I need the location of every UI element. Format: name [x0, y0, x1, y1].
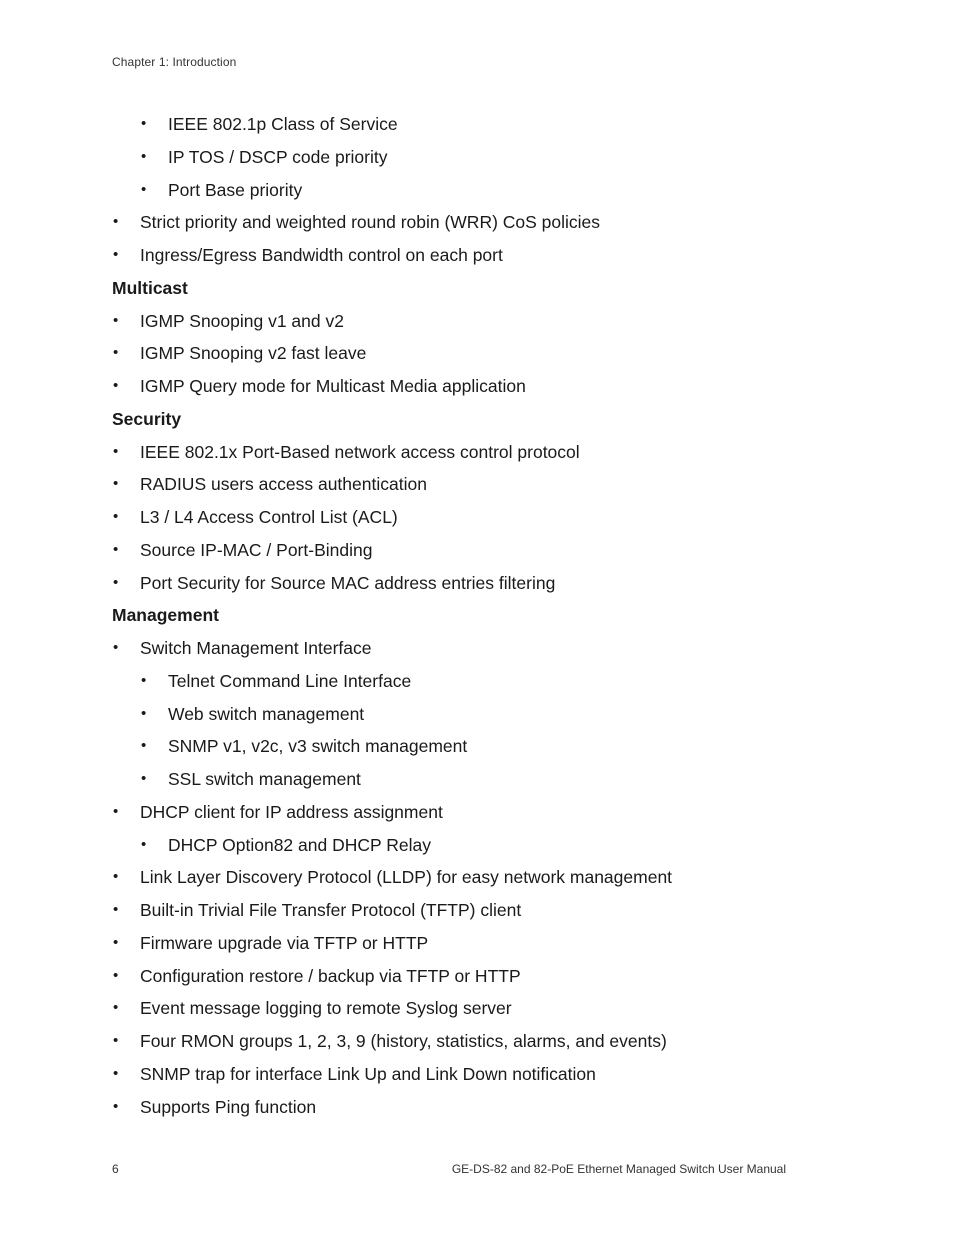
list-item-text: Port Security for Source MAC address entries filtering — [140, 572, 556, 593]
bullet-icon: • — [141, 737, 147, 755]
list-item-text: Strict priority and weighted round robin (WRR) CoS policies — [140, 212, 601, 233]
list-item-text: RADIUS users access authentication — [140, 474, 427, 495]
list-item — [112, 1058, 872, 1091]
section-heading: Multicast — [112, 277, 188, 298]
list-item-text: Event message logging to remote Syslog server — [140, 998, 512, 1019]
sub-list-item — [112, 829, 872, 862]
bullet-icon: • — [113, 213, 119, 231]
list-item-text: DHCP client for IP address assignment — [140, 801, 443, 822]
sub-list-item — [112, 174, 872, 207]
list-item-text: SSL switch management — [168, 769, 361, 789]
page-number: 6 — [112, 1162, 119, 1176]
bullet-icon: • — [113, 508, 119, 525]
bullet-icon: • — [113, 475, 119, 493]
list-item — [112, 534, 872, 567]
bullet-icon: • — [113, 933, 119, 951]
list-item — [112, 632, 872, 665]
bullet-icon: • — [113, 1097, 119, 1115]
bullet-icon: • — [113, 966, 119, 984]
list-item-text: IGMP Query mode for Multicast Media application — [140, 376, 526, 396]
bullet-icon: • — [113, 311, 119, 329]
bullet-icon: • — [141, 147, 147, 165]
list-item — [112, 861, 872, 894]
bullet-icon: • — [113, 868, 119, 886]
list-item — [112, 1025, 872, 1058]
list-item-text: SNMP trap for interface Link Up and Link Down notification — [140, 1063, 596, 1084]
list-item — [112, 927, 872, 960]
sub-list-item — [112, 665, 872, 698]
list-item-text: L3 / L4 Access Control List (ACL) — [140, 507, 398, 527]
bullet-icon: • — [141, 835, 147, 853]
chapter-header: Chapter 1: Introduction — [112, 55, 237, 69]
list-item — [112, 1091, 872, 1124]
list-item-text: IP TOS / DSCP code priority — [168, 146, 388, 167]
bullet-icon: • — [141, 180, 147, 198]
bullet-icon: • — [113, 377, 119, 394]
bullet-icon: • — [113, 639, 119, 656]
list-item-text: Built-in Trivial File Transfer Protocol (TFTP) client — [140, 900, 522, 920]
list-item-text: IEEE 802.1x Port-Based network access control protocol — [140, 441, 580, 462]
bullet-icon: • — [113, 802, 119, 820]
sub-list-item — [112, 730, 872, 763]
list-item — [112, 567, 872, 600]
list-item-text: IGMP Snooping v2 fast leave — [140, 343, 367, 364]
list-item-text: Configuration restore / backup via TFTP or HTTP — [140, 965, 521, 986]
bullet-icon: • — [141, 704, 147, 722]
list-item — [112, 206, 872, 239]
bullet-icon: • — [113, 442, 119, 460]
bullet-icon: • — [141, 115, 147, 132]
bullet-icon: • — [141, 671, 147, 689]
bullet-icon: • — [113, 540, 119, 558]
bullet-icon: • — [141, 770, 147, 787]
bullet-icon: • — [113, 901, 119, 918]
list-item-text: Port Base priority — [168, 179, 303, 200]
list-item-text: Web switch management — [168, 703, 365, 724]
list-item — [112, 960, 872, 993]
list-item-text: Telnet Command Line Interface — [168, 670, 412, 691]
list-item-text: Source IP-MAC / Port-Binding — [140, 539, 373, 560]
list-item-text: Four RMON groups 1, 2, 3, 9 (history, statistics, alarms, and events) — [140, 1031, 667, 1051]
section-heading: Security — [112, 408, 182, 429]
list-item-text: Link Layer Discovery Protocol (LLDP) for easy network management — [140, 867, 673, 888]
list-item-text: DHCP Option82 and DHCP Relay — [168, 834, 431, 855]
bullet-icon: • — [113, 999, 119, 1017]
document-body — [112, 108, 872, 1123]
list-item — [112, 239, 872, 272]
list-item-text: Supports Ping function — [140, 1096, 317, 1117]
sub-list-item — [112, 108, 872, 141]
list-item-text: Ingress/Egress Bandwidth control on each port — [140, 245, 503, 265]
list-item — [112, 992, 872, 1025]
list-item — [112, 468, 872, 501]
bullet-icon: • — [113, 246, 119, 263]
list-item — [112, 305, 872, 338]
list-item — [112, 894, 872, 927]
list-item — [112, 436, 872, 469]
list-item — [112, 337, 872, 370]
bullet-icon: • — [113, 573, 119, 591]
list-item-text: SNMP v1, v2c, v3 switch management — [168, 736, 468, 757]
bullet-icon: • — [113, 1032, 119, 1049]
list-item — [112, 370, 872, 403]
sub-list-item — [112, 763, 872, 796]
list-item — [112, 501, 872, 534]
list-item-text: IGMP Snooping v1 and v2 — [140, 310, 344, 331]
list-item-text: Switch Management Interface — [140, 638, 372, 658]
list-item-text: Firmware upgrade via TFTP or HTTP — [140, 932, 429, 953]
bullet-icon: • — [113, 1064, 119, 1082]
bullet-icon: • — [113, 344, 119, 362]
manual-title: GE-DS-82 and 82-PoE Ethernet Managed Switch User Manual — [451, 1162, 786, 1176]
sub-list-item — [112, 698, 872, 731]
list-item — [112, 796, 872, 829]
list-item-text: IEEE 802.1p Class of Service — [168, 114, 398, 134]
sub-list-item — [112, 141, 872, 174]
section-heading: Management — [112, 605, 219, 626]
